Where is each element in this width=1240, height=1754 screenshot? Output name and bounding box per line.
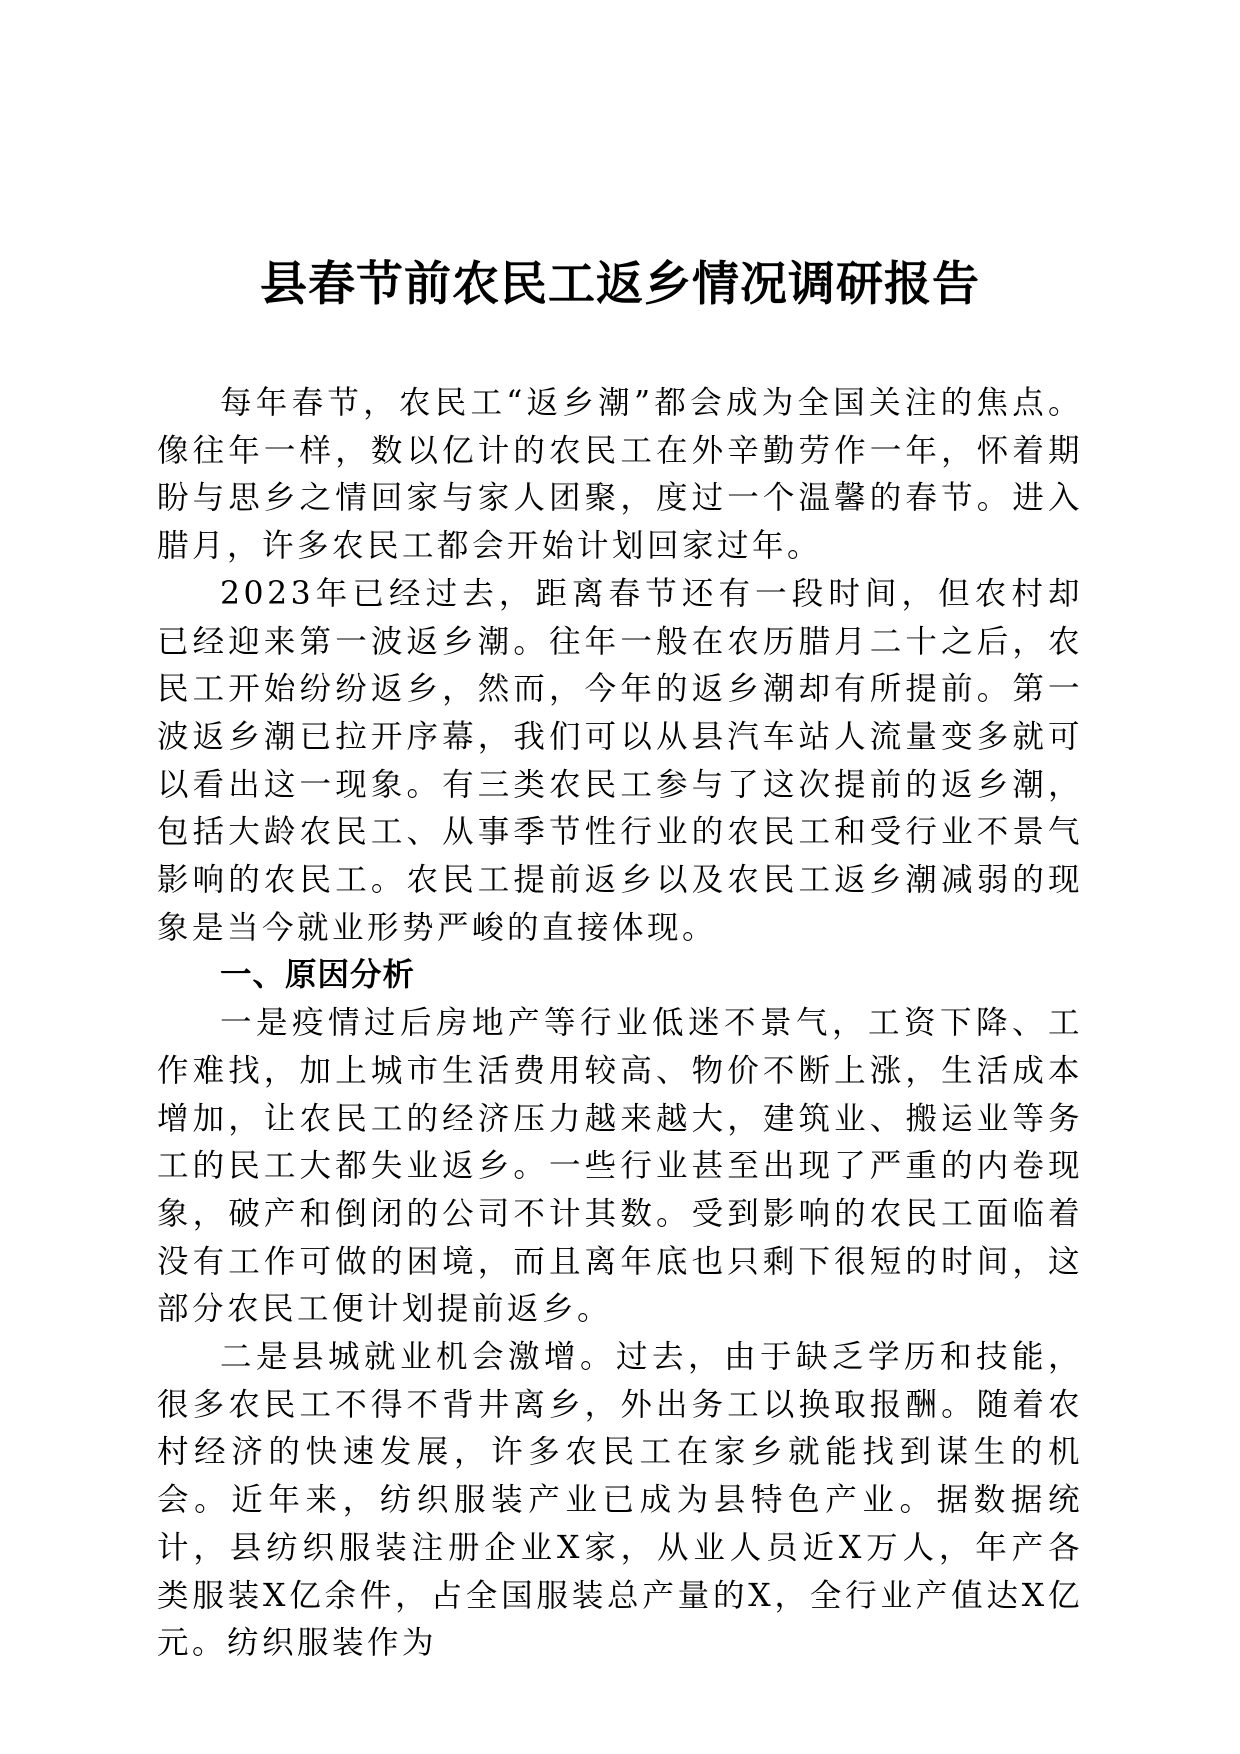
document-title: 县春节前农民工返乡情况调研报告 [260,257,980,312]
section-heading-cause-analysis: 一、原因分析 [220,957,416,994]
cause-paragraph-1: 一是疫情过后房地产等行业低迷不景气，工资下降、工作难找，加上城市生活费用较高、物价不断上涨，生活成本增加，让农民工的经济压力越来越大，建筑业、搬运业等务工的民工大都失业返乡。一些行业甚至出现了严重的内卷现象，破产和倒闭的公司不计其数。受到影响的农民工面临着没有工作可做的困境，而且离年底也只剩下很短的时间，这部分农民工便计划提前返乡。 [157,1005,1083,1328]
cause-paragraph-2: 二是县城就业机会激增。过去，由于缺乏学历和技能，很多农民工不得不背井离乡，外出务工以换取报酬。随着农村经济的快速发展，许多农民工在家乡就能找到谋生的机会。近年来，纺织服装产业已成为县特色产业。据数据统计，县纺织服装注册企业X家，从业人员近X万人，年产各类服装X亿余件，占全国服装总产量的X，全行业产值达X亿元。纺织服装作为 [157,1339,1083,1662]
intro-paragraph-2: 2023年已经过去，距离春节还有一段时间，但农村却已经迎来第一波返乡潮。往年一般在农历腊月二十之后，农民工开始纷纷返乡，然而，今年的返乡潮却有所提前。第一波返乡潮已拉开序幕，我们可以从县汽车站人流量变多就可以看出这一现象。有三类农民工参与了这次提前的返乡潮，包括大龄农民工、从事季节性行业的农民工和受行业不景气影响的农民工。农民工提前返乡以及农民工返乡潮减弱的现象是当今就业形势严峻的直接体现。 [157,575,1083,946]
document-body [157,380,1083,1668]
intro-paragraph-1: 每年春节，农民工“返乡潮”都会成为全国关注的焦点。像往年一样，数以亿计的农民工在外辛勤劳作一年，怀着期盼与思乡之情回家与家人团聚，度过一个温馨的春节。进入腊月，许多农民工都会开始计划回家过年。 [157,385,1083,565]
